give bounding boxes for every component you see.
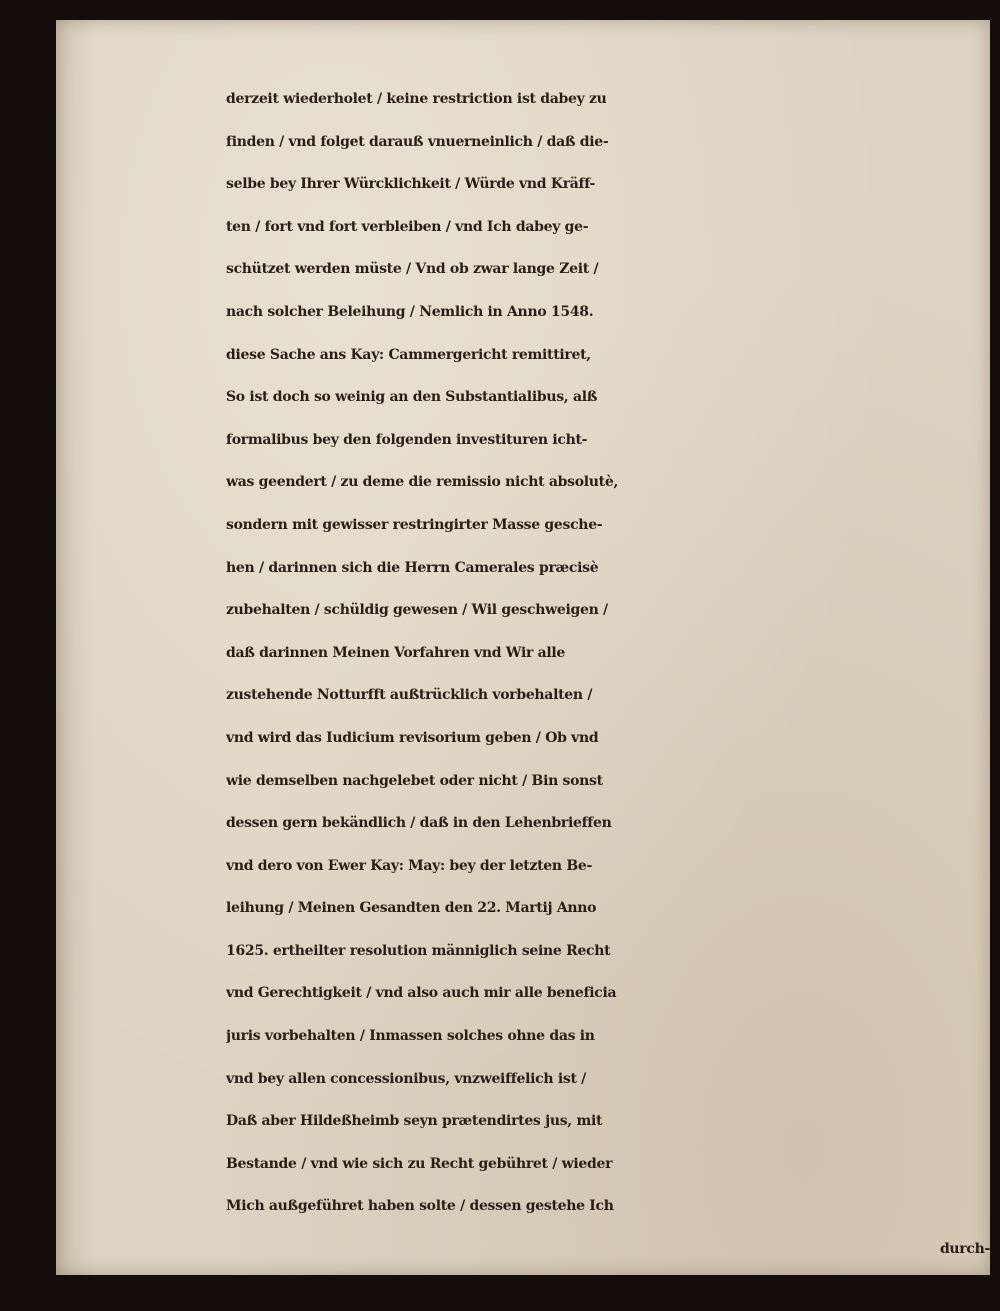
text-line: 1625. ertheilter resolution männiglich seine Recht: [226, 942, 611, 959]
text-line: leihung / Meinen Gesandten den 22. Martij Anno: [226, 900, 597, 917]
catchword: durch-: [939, 1241, 990, 1258]
text-line: Mich außgeführet haben solte / dessen gestehe Ich: [226, 1198, 614, 1215]
text-line: schützet werden müste / Vnd ob zwar lange Zeit /: [226, 261, 599, 278]
text-line: juris vorbehalten / Inmassen solches ohne das in: [226, 1028, 595, 1045]
text-line: vnd dero von Ewer Kay: May: bey der letzten Be-: [226, 857, 592, 874]
body-text: [226, 78, 996, 1271]
text-line: vnd wird das Iudicium revisorium geben / Ob vnd: [226, 729, 599, 746]
text-line: sondern mit gewisser restringirter Masse gesche-: [226, 516, 603, 533]
text-line: zustehende Notturfft außtrücklich vorbehalten /: [226, 687, 593, 704]
text-line: zubehalten / schüldig gewesen / Wil geschweigen /: [226, 602, 608, 619]
text-line: Bestande / vnd wie sich zu Recht gebühret / wieder: [226, 1155, 613, 1172]
text-line: formalibus bey den folgenden investituren icht-: [226, 431, 588, 448]
text-line: diese Sache ans Kay: Cammergericht remittiret,: [226, 346, 591, 363]
paper-sheet: [56, 20, 990, 1275]
text-line: daß darinnen Meinen Vorfahren vnd Wir alle: [226, 644, 566, 661]
text-line: nach solcher Beleihung / Nemlich in Anno 1548.: [226, 303, 594, 320]
text-line: Daß aber Hildeßheimb seyn prætendirtes jus, mit: [226, 1113, 603, 1130]
text-line: dessen gern bekändlich / daß in den Lehenbrieffen: [226, 815, 612, 832]
text-line: finden / vnd folget darauß vnuerneinlich / daß die-: [226, 133, 609, 150]
text-line: wie demselben nachgelebet oder nicht / Bin sonst: [226, 772, 603, 789]
text-line: was geendert / zu deme die remissio nicht absolutè,: [226, 474, 619, 491]
text-line: vnd bey allen concessionibus, vnzweiffelich ist /: [226, 1070, 586, 1087]
text-line: selbe bey Ihrer Würcklichkeit / Würde vnd Kräff-: [226, 176, 596, 193]
text-line: derzeit wiederholet / keine restriction ist dabey zu: [226, 91, 607, 107]
text-line: ten / fort vnd fort verbleiben / vnd Ich dabey ge-: [226, 218, 589, 235]
text-line: hen / darinnen sich die Herrn Camerales præcisè: [226, 559, 599, 576]
text-line: So ist doch so weinig an den Substantialibus, alß: [226, 389, 598, 406]
text-line: vnd Gerechtigkeit / vnd also auch mir alle beneficia: [226, 985, 617, 1002]
